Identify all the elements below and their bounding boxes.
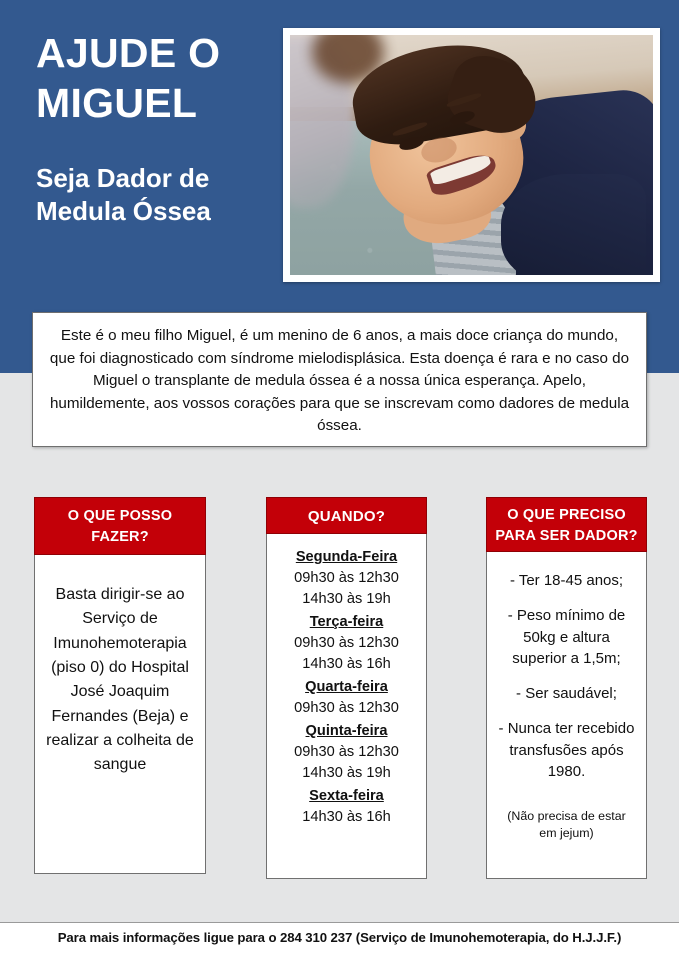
column-2-header: QUANDO? — [266, 497, 427, 534]
column-1-title-line2: FAZER? — [91, 529, 149, 546]
schedule-entry — [273, 549, 420, 607]
column-o-que-preciso-para-ser-dador — [486, 497, 647, 879]
schedule-entry — [273, 679, 420, 716]
poster-subtitle-line1: Seja Dador de — [36, 163, 210, 194]
schedule-slot: 09h30 às 12h30 — [294, 635, 399, 651]
schedule-day: Terça-feira — [309, 614, 384, 630]
miguel-photo — [290, 35, 653, 275]
schedule-entry — [273, 614, 420, 672]
poster-title — [36, 28, 276, 128]
poster-title-line1: AJUDE O — [36, 30, 221, 76]
schedule-slot: 14h30 às 19h — [302, 591, 391, 607]
schedule-entry — [273, 723, 420, 781]
schedule-slot: 14h30 às 16h — [302, 809, 391, 825]
column-1-header — [34, 497, 206, 555]
schedule-entry — [273, 788, 420, 825]
headline-block — [36, 28, 276, 229]
schedule-slot: 09h30 às 12h30 — [294, 700, 399, 716]
photo-frame — [283, 28, 660, 282]
requirement-item: - Peso mínimo de 50kg e altura superior a 1,5m; — [507, 607, 626, 667]
intro-message-box — [32, 312, 647, 447]
schedule-day: Sexta-feira — [309, 788, 384, 804]
requirement-item: - Ser saudável; — [516, 685, 617, 703]
requirement-note: (Não precisa de estar em jejum) — [507, 809, 626, 841]
intro-message-text: Este é o meu filho Miguel, é um menino de 6 anos, a mais doce criança do mundo, que foi diagnosticado com síndrome mielodisplásica. Esta doença é rara e no caso do Miguel o transplante de medula óssea é a nossa única esperança. Apelo, humildemente, aos vossos corações para que se inscrevam como dadores de medula óssea. — [49, 327, 630, 434]
schedule-slot: 14h30 às 19h — [302, 765, 391, 781]
column-3-title-line1: O QUE PRECISO — [507, 507, 626, 523]
column-3-title-line2: PARA SER DADOR? — [495, 528, 638, 545]
schedule-slot: 09h30 às 12h30 — [294, 570, 399, 586]
footer-contact-text: Para mais informações ligue para o 284 310 237 (Serviço de Imunohemoterapia, do H.J.J.F.) — [57, 930, 622, 945]
schedule-day: Segunda-Feira — [295, 549, 398, 565]
column-quando — [266, 497, 427, 879]
schedule-day: Quarta-feira — [305, 679, 388, 695]
schedule-slot: 09h30 às 12h30 — [294, 744, 399, 760]
poster-subtitle — [36, 162, 276, 229]
schedule-day: Quinta-feira — [305, 723, 388, 739]
requirement-item: - Nunca ter recebido transfusões após 1980. — [498, 720, 635, 781]
photo-hoodie-shoulder — [501, 174, 646, 275]
column-3-header — [486, 497, 647, 552]
schedule-slot: 14h30 às 16h — [302, 656, 391, 672]
poster-subtitle-line2: Medula Óssea — [36, 196, 211, 227]
column-2-body — [266, 534, 427, 879]
column-3-body — [486, 552, 647, 879]
column-1-body: Basta dirigir-se ao Serviço de Imunohemoterapia (piso 0) do Hospital José Joaquim Fernandes (Beja) e realizar a colheita de sangue — [34, 555, 206, 874]
column-1-title-line1: O QUE POSSO — [67, 508, 173, 524]
requirement-item: - Ter 18-45 anos; — [509, 572, 624, 589]
poster-title-line2: MIGUEL — [36, 80, 198, 127]
column-o-que-posso-fazer — [34, 497, 206, 874]
